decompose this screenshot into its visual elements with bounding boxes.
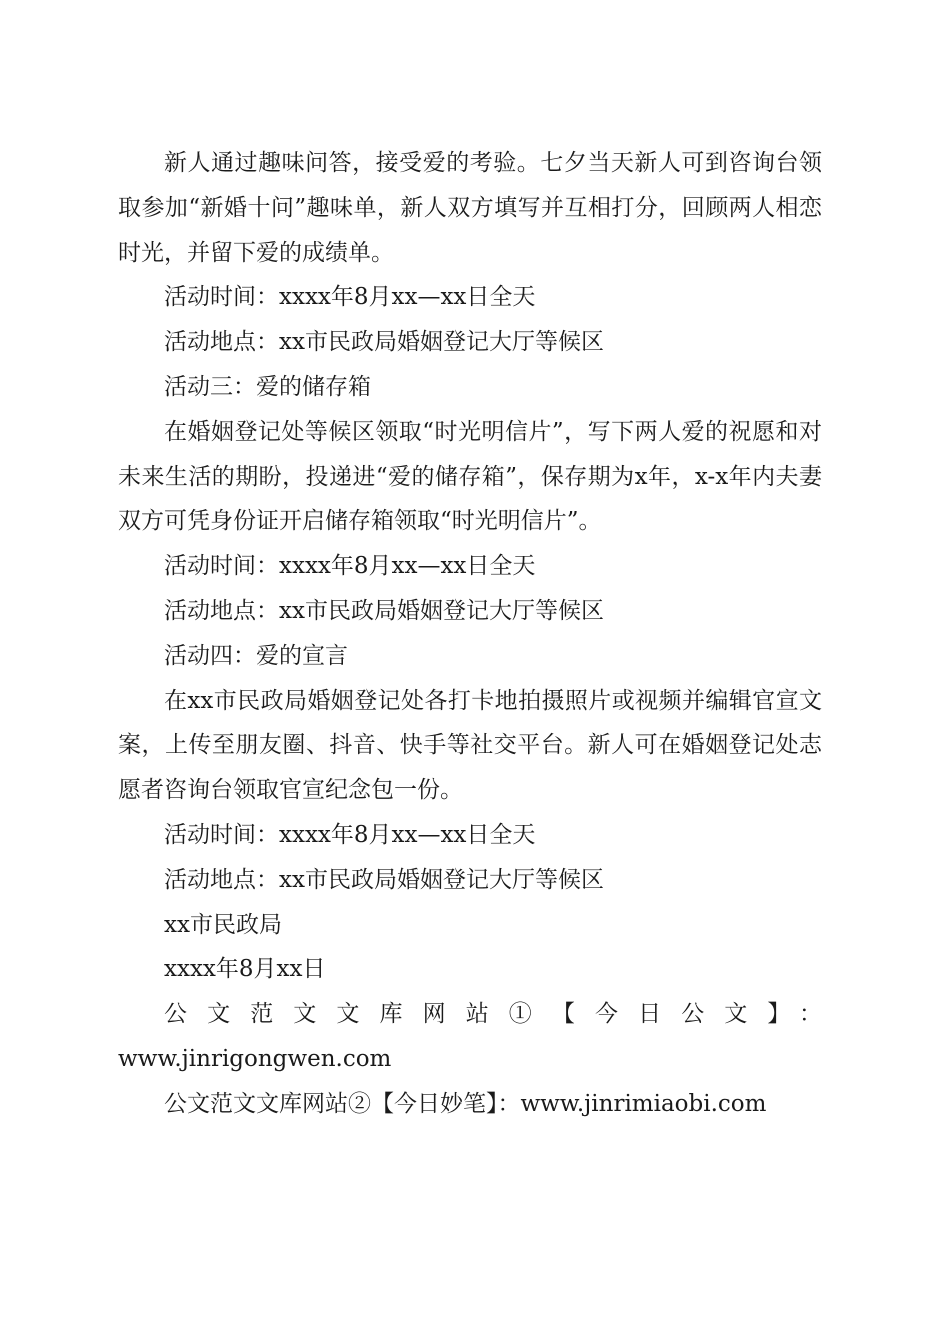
footer-site2-line: 公文范文文库网站②【今日妙笔】：www.jinrimiaobi.com — [164, 1090, 767, 1117]
paragraph-declaration: 在xx市民政局婚姻登记处各打卡地拍摄照片或视频并编辑官宣文案，上传至朋友圈、抖音、快手等社交平台。新人可在婚姻登记处志愿者咨询台领取官宣纪念包一份。 — [118, 687, 822, 804]
activity-heading: 活动三：爱的储存箱 — [164, 373, 371, 400]
paragraph-storage-box: 在婚姻登记处等候区领取“时光明信片”，写下两人爱的祝愿和对未来生活的期盼，投递进“爱的储存箱”，保存期为x年，x-x年内夫妻双方可凭身份证开启储存箱领取“时光明信片”。 — [118, 418, 822, 535]
activity-time: 活动时间：xxxx年8月xx—xx日全天 — [164, 821, 536, 848]
footer-site1-url: www.jinrigongwen.com — [118, 1045, 392, 1072]
footer-site1-label: 公文范文文库网站①【今日公文】： — [164, 1001, 822, 1028]
activity-time: 活动时间：xxxx年8月xx—xx日全天 — [164, 284, 536, 311]
activity-location: 活动地点：xx市民政局婚姻登记大厅等候区 — [164, 866, 604, 893]
paragraph-intro: 新人通过趣味问答，接受爱的考验。七夕当天新人可到咨询台领取参加“新婚十问”趣味单，新人双方填写并互相打分，回顾两人相恋时光，并留下爱的成绩单。 — [118, 150, 822, 266]
activity-location: 活动地点：xx市民政局婚姻登记大厅等候区 — [164, 329, 604, 356]
activity-heading: 活动四：爱的宣言 — [164, 642, 348, 669]
document-body — [118, 141, 822, 1127]
activity-location: 活动地点：xx市民政局婚姻登记大厅等候区 — [164, 597, 604, 624]
activity-time: 活动时间：xxxx年8月xx—xx日全天 — [164, 553, 536, 580]
issuer: xx市民政局 — [164, 911, 282, 938]
issue-date: xxxx年8月xx日 — [164, 956, 326, 983]
